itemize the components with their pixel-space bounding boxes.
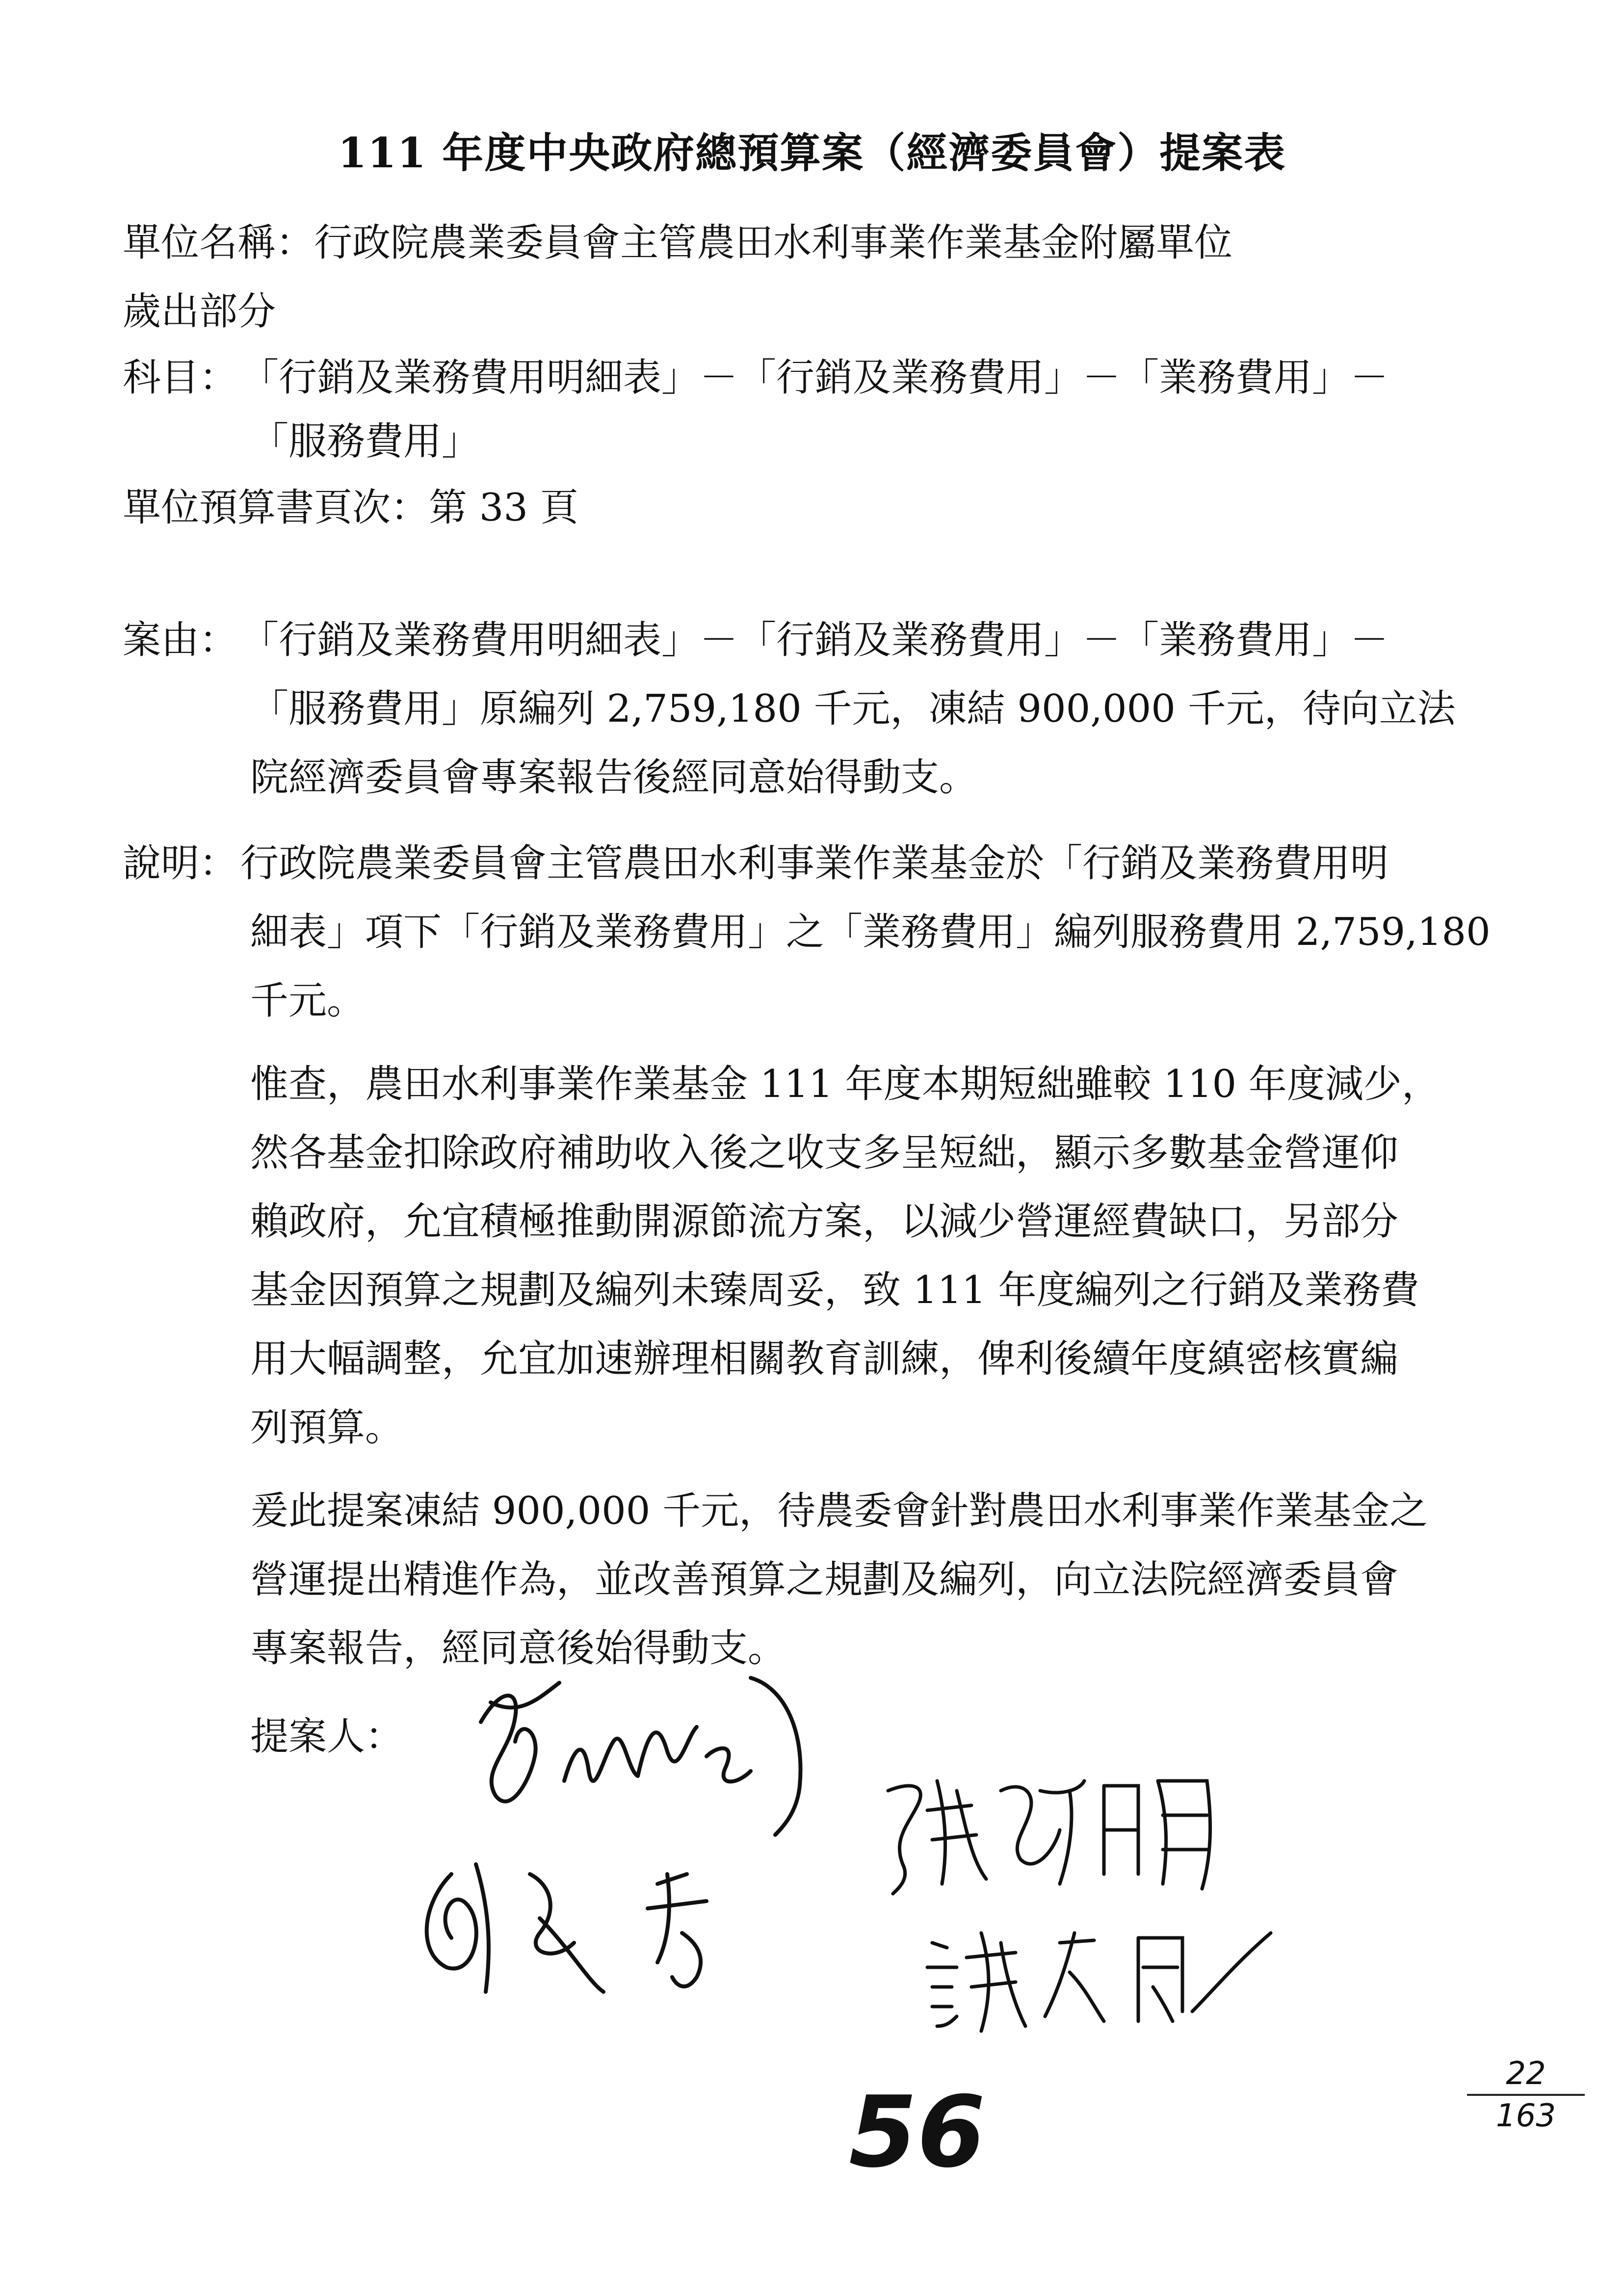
signature-4 xyxy=(917,1913,1310,2041)
explanation-label: 說明： xyxy=(123,841,238,886)
case-line-3: 院經濟委員會專案報告後經同意始得動支。 xyxy=(250,756,978,800)
corner-page-fraction xyxy=(1457,2056,1595,2134)
explanation-line-1: 行政院農業委員會主管農田水利事業作業基金於「行銷及業務費用明 xyxy=(240,841,1389,886)
paragraph3-line-2: 營運提出精進作為，並改善預算之規劃及編列，向立法院經濟委員會 xyxy=(250,1558,1399,1602)
paragraph2-line-2: 然各基金扣除政府補助收入後之收支多呈短絀，顯示多數基金營運仰 xyxy=(250,1131,1399,1175)
budget-page-ref: 單位預算書頁次：第 33 頁 xyxy=(123,486,578,530)
subject-line-2: 「服務費用」 xyxy=(250,419,480,464)
paragraph2-line-5: 用大幅調整，允宜加速辦理相關教育訓練，俾利後續年度縝密核實編 xyxy=(250,1337,1399,1381)
paragraph2-line-3: 賴政府，允宜積極推動開源節流方案，以減少營運經費缺口，另部分 xyxy=(250,1200,1399,1244)
unit-name: 單位名稱：行政院農業委員會主管農田水利事業作業基金附屬單位 xyxy=(123,221,1233,265)
page-number: 56 xyxy=(849,2075,986,2190)
case-label: 案由： xyxy=(123,618,238,662)
paragraph2-line-6: 列預算。 xyxy=(250,1406,404,1450)
signature-1 xyxy=(461,1658,834,1854)
paragraph3-line-1: 爰此提案凍結 900,000 千元，待農委會針對農田水利事業作業基金之 xyxy=(250,1489,1428,1533)
page-title: 111 年度中央政府總預算案（經濟委員會）提案表 xyxy=(338,129,1286,177)
signature-2 xyxy=(393,1845,795,2007)
paragraph3-line-3: 專案報告，經同意後始得動支。 xyxy=(250,1626,786,1670)
subject-label: 科目： xyxy=(123,356,238,400)
section-label: 歲出部分 xyxy=(123,289,276,334)
subject-line-1: 「行銷及業務費用明細表」－「行銷及業務費用」－「業務費用」－ xyxy=(240,356,1389,400)
signature-3 xyxy=(873,1761,1246,1899)
explanation-line-3: 千元。 xyxy=(250,979,366,1023)
case-line-2: 「服務費用」原編列 2,759,180 千元，凍結 900,000 千元，待向立法 xyxy=(250,687,1456,731)
case-line-1: 「行銷及業務費用明細表」－「行銷及業務費用」－「業務費用」－ xyxy=(240,618,1389,662)
explanation-line-2: 細表」項下「行銷及業務費用」之「業務費用」編列服務費用 2,759,180 xyxy=(250,910,1491,954)
paragraph2-line-4: 基金因預算之規劃及編列未臻周妥，致 111 年度編列之行銷及業務費 xyxy=(250,1268,1419,1312)
corner-fraction-bottom: 163 xyxy=(1495,2098,1556,2134)
paragraph2-line-1: 惟查，農田水利事業作業基金 111 年度本期短絀雖較 110 年度減少， xyxy=(250,1062,1440,1106)
fraction-bar xyxy=(1467,2094,1585,2096)
proposer-label: 提案人： xyxy=(250,1715,404,1759)
corner-fraction-top: 22 xyxy=(1506,2056,1546,2092)
